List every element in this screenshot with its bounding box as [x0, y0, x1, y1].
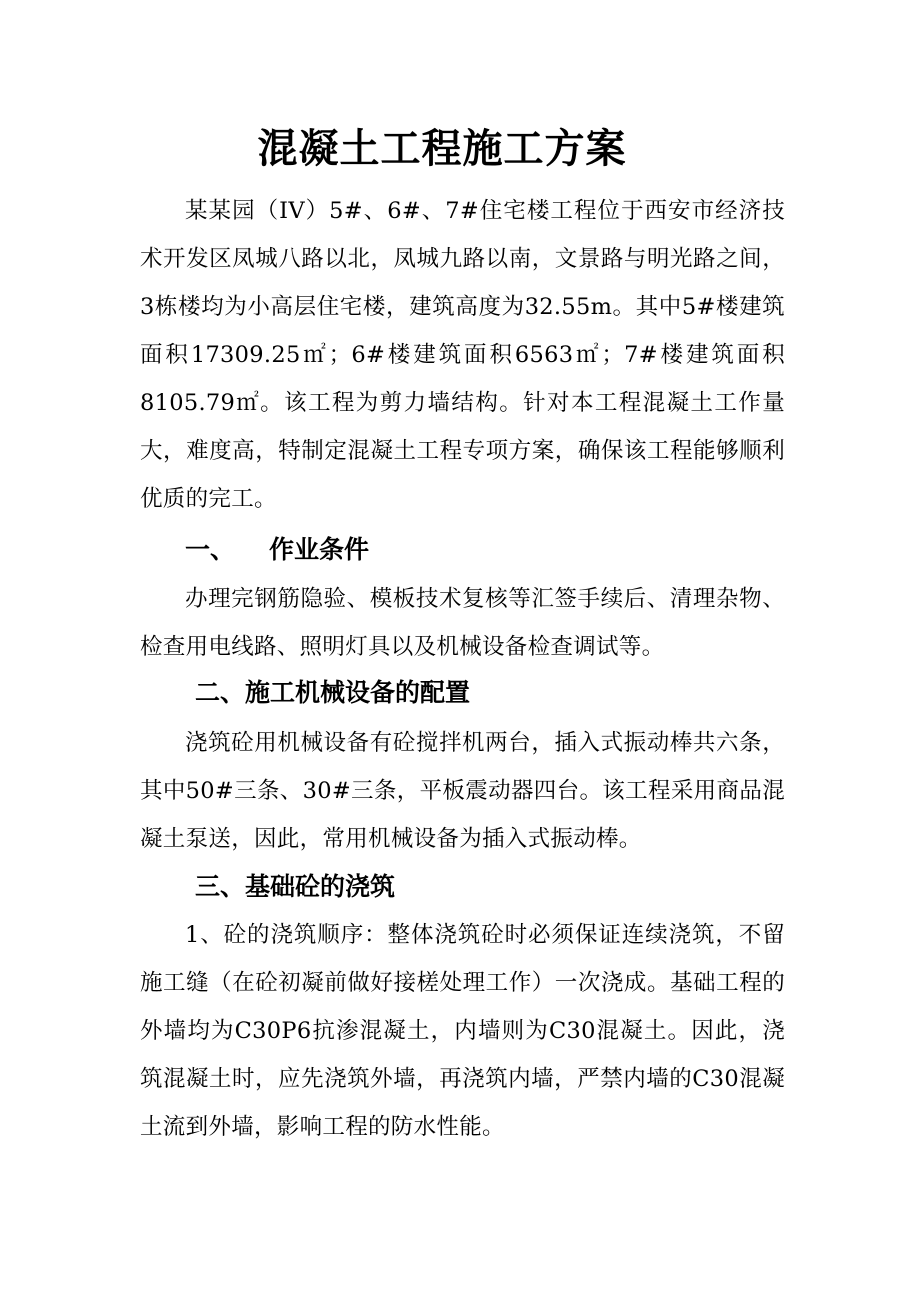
intro-paragraph: 某某园（IV）5#、6#、7#住宅楼工程位于西安市经济技术开发区凤城八路以北，凤城九路以南，文景路与明光路之间，3栋楼均为小高层住宅楼，建筑高度为32.55m。其中5#楼建筑面积17309.25㎡；6#楼建筑面积6563㎡；7#楼建筑面积8105.79㎡。该工程为剪力墙结构。针对本工程混凝土工作量大，难度高，特制定混凝土工程专项方案，确保该工程能够顺利优质的完工。	[140, 198, 785, 512]
section-1-heading-text: 作业条件	[269, 535, 370, 564]
section-2-paragraph: 浇筑砼用机械设备有砼搅拌机两台，插入式振动棒共六条，其中50#三条、30#三条，平板震动器四台。该工程采用商品混凝土泵送，因此，常用机械设备为插入式振动棒。	[140, 730, 785, 852]
section-3-paragraph: 1、砼的浇筑顺序：整体浇筑砼时必须保证连续浇筑，不留施工缝（在砼初凝前做好接槎处理工作）一次浇成。基础工程的外墙均为C30P6抗渗混凝土，内墙则为C30混凝土。因此，浇筑混凝土时，应先浇筑外墙，再浇筑内墙，严禁内墙的C30混凝土流到外墙，影响工程的防水性能。	[140, 922, 785, 1140]
document-title: 混凝土工程施工方案	[257, 126, 627, 172]
section-3-heading: 三、基础砼的浇筑	[195, 872, 396, 901]
section-1-paragraph: 办理完钢筋隐验、模板技术复核等汇签手续后、清理杂物、检查用电线路、照明灯具以及机械设备检查调试等。	[140, 586, 785, 660]
section-2-heading: 二、施工机械设备的配置	[195, 678, 471, 707]
section-1-number: 一、	[185, 535, 236, 564]
section-1-heading	[185, 532, 369, 568]
